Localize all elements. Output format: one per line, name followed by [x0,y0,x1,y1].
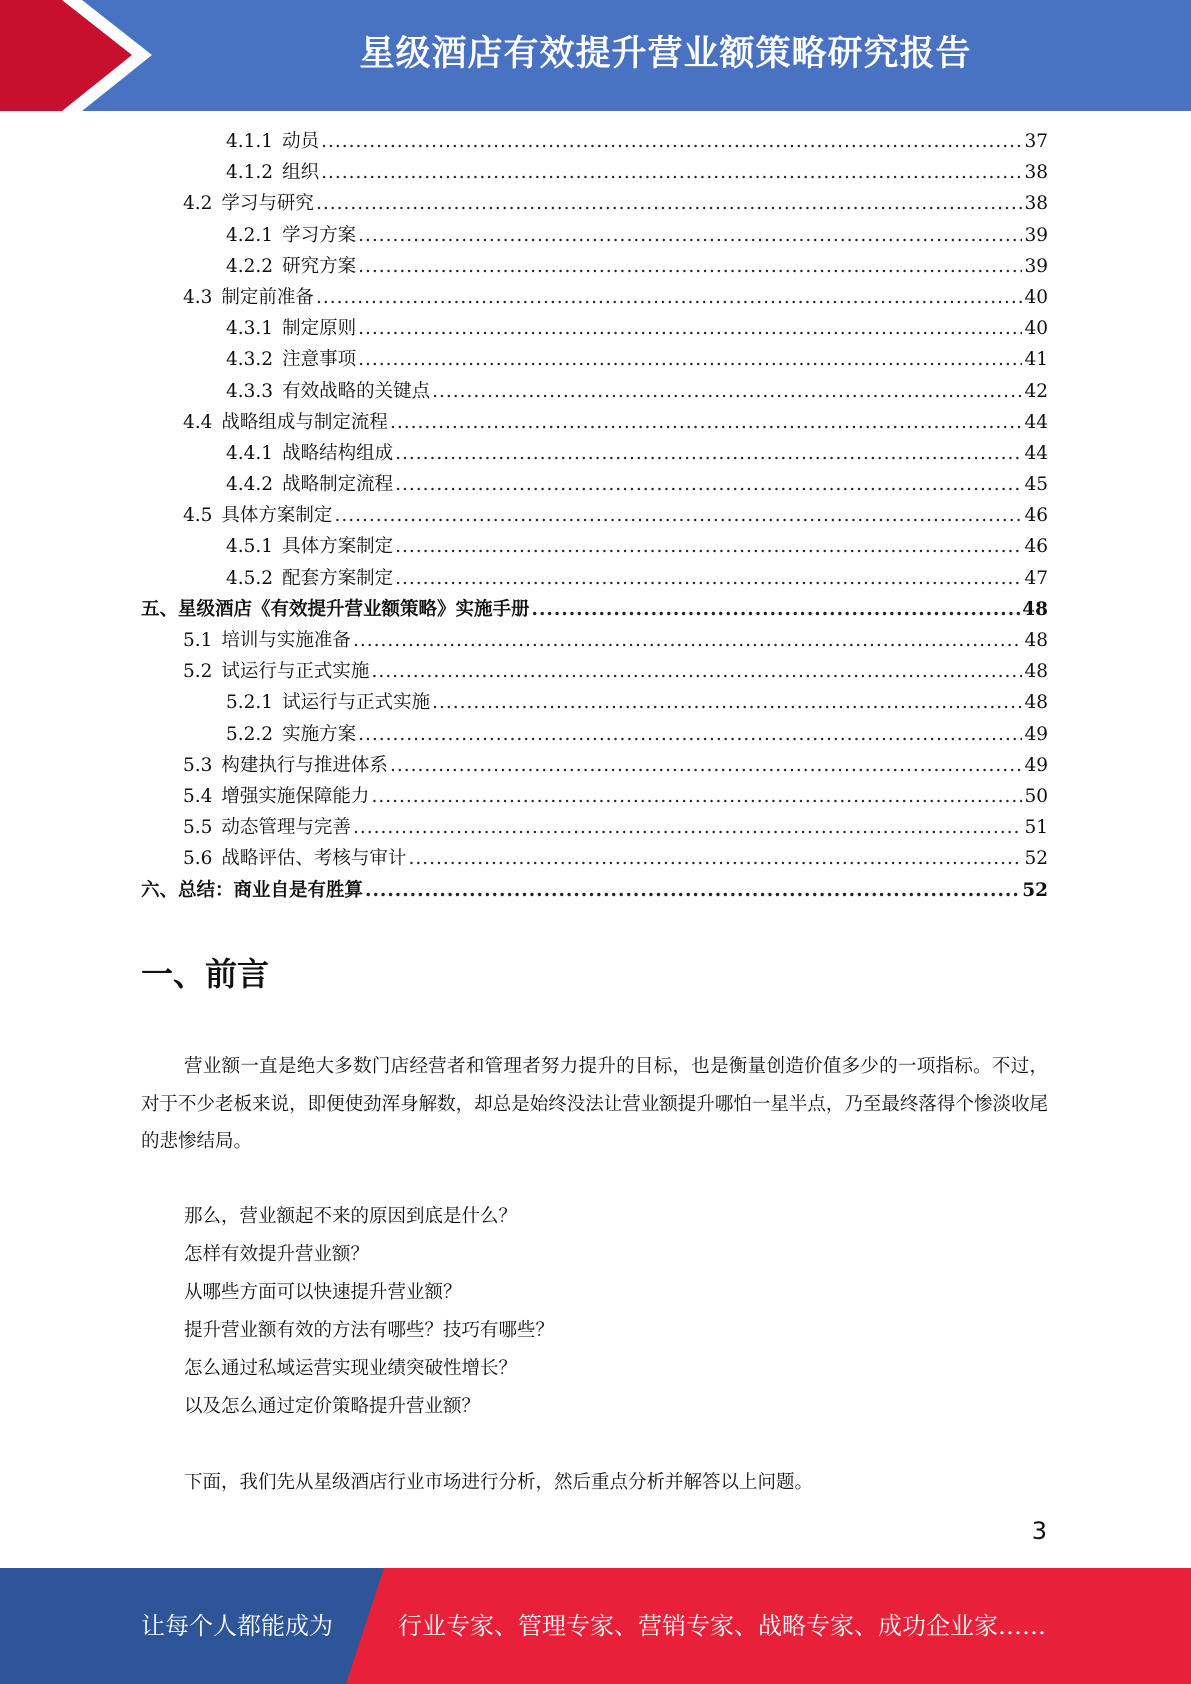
toc-entry-title: 战略制定流程 [282,474,394,496]
toc-leader-dots [371,661,1022,682]
toc-leader-dots [432,692,1022,713]
toc-entry-title: 学习与研究 [221,193,314,215]
toc-entry[interactable] [141,532,1048,563]
toc-leader-dots [390,412,1023,433]
question-item: 怎么通过私域运营实现业绩突破性增长？ [184,1358,518,1379]
toc-entry[interactable] [141,314,1048,345]
chevron-logo-icon [0,0,160,111]
toc-leader-dots [358,724,1022,745]
toc-entry[interactable] [141,439,1048,470]
toc-entry-page: 39 [1024,224,1048,246]
toc-leader-dots [532,599,1021,620]
toc-entry-number: 4.2.2 [226,255,274,277]
toc-entry-page: 38 [1024,193,1048,215]
toc-leader-dots [358,256,1022,277]
toc-entry-page: 40 [1024,318,1048,340]
toc-entry-title: 实施方案 [282,723,357,745]
toc-entry-number: 4.3 [183,286,213,308]
toc-entry-number: 5.4 [183,785,213,807]
toc-entry-title: 组织 [282,162,320,184]
toc-entry-number: 4.4.2 [226,474,274,496]
toc-entry-number: 4.5.2 [226,567,274,589]
toc-leader-dots [358,225,1022,246]
toc-entry-title: 培训与实施准备 [221,630,351,651]
toc-leader-dots [353,630,1023,651]
toc-entry-title: 动态管理与完善 [221,817,351,839]
toc-entry-page: 39 [1024,255,1048,277]
question-item: 以及怎么通过定价策略提升营业额？ [184,1396,481,1417]
toc-entry[interactable] [141,876,1048,907]
question-list [184,1198,554,1426]
toc-leader-dots [395,474,1022,495]
toc-leader-dots [371,786,1022,807]
toc-entry[interactable] [141,782,1048,813]
toc-entry-number: 5.6 [183,848,213,870]
toc-entry-number: 4.5.1 [226,536,274,558]
toc-entry[interactable] [141,158,1048,189]
toc-entry-page: 47 [1024,567,1048,589]
toc-entry-number: 4.2 [183,193,213,215]
toc-entry-number: 4.5 [183,505,213,527]
toc-entry-page: 37 [1024,131,1048,152]
toc-entry-page: 46 [1024,536,1048,558]
toc-entry-title: 构建执行与推进体系 [221,754,388,776]
toc-entry-number: 4.4.1 [226,442,274,464]
toc-leader-dots [432,381,1022,402]
toc-entry-number: 5.2.2 [226,723,274,745]
toc-entry-page: 46 [1024,505,1048,527]
toc-entry-title: 六、总结：商业自是有胜算 [141,879,364,901]
toc-entry-page: 40 [1024,286,1048,308]
toc-entry[interactable] [141,189,1048,220]
toc-entry-title: 配套方案制定 [282,567,394,589]
toc-entry-number: 4.1.1 [226,131,274,152]
question-item: 怎样有效提升营业额？ [184,1244,370,1265]
toc-entry-number: 4.4 [183,411,213,433]
question-item: 提升营业额有效的方法有哪些？技巧有哪些？ [184,1320,555,1341]
toc-entry-title: 战略评估、考核与审计 [221,848,407,870]
toc-entry-page: 48 [1024,630,1048,651]
toc-entry-number: 4.3.1 [226,318,274,340]
toc-entry-title: 具体方案制定 [221,505,333,527]
toc-entry[interactable] [141,688,1048,719]
page-footer [0,1568,1191,1684]
toc-entry-page: 49 [1024,754,1048,776]
toc-leader-dots [395,568,1022,589]
toc-entry[interactable] [141,626,1048,657]
closing-paragraph: 下面，我们先从星级酒店行业市场进行分析，然后重点分析并解答以上问题。 [184,1472,814,1493]
toc-entry-title: 试运行与正式实施 [221,661,370,683]
toc-entry[interactable] [141,283,1048,314]
footer-slogan-left: 让每个人都能成为 [141,1612,333,1640]
toc-entry-page: 44 [1024,442,1048,464]
toc-entry-page: 48 [1022,598,1048,620]
toc-leader-dots [390,755,1023,776]
toc-entry[interactable] [141,408,1048,439]
toc-entry-page: 52 [1022,879,1048,901]
toc-entry[interactable] [141,813,1048,844]
toc-entry[interactable] [141,595,1048,626]
toc-entry-page: 45 [1024,474,1048,496]
section-heading: 一、前言 [141,955,270,993]
toc-entry[interactable] [141,751,1048,782]
toc-leader-dots [365,880,1020,901]
toc-entry-number: 5.1 [183,630,213,651]
page-number: 3 [1031,1517,1047,1545]
toc-entry[interactable] [141,345,1048,376]
toc-entry[interactable] [141,470,1048,501]
toc-entry-page: 50 [1024,785,1048,807]
toc-entry-title: 动员 [282,131,320,152]
toc-entry-title: 研究方案 [282,255,357,277]
toc-leader-dots [316,287,1023,308]
report-title: 星级酒店有效提升营业额策略研究报告 [359,34,972,74]
toc-entry-page: 48 [1024,661,1048,683]
toc-leader-dots [358,349,1022,370]
toc-entry-title: 学习方案 [282,224,357,246]
toc-entry-page: 41 [1024,349,1048,371]
toc-leader-dots [321,131,1022,152]
toc-entry-title: 制定前准备 [221,286,314,308]
toc-entry-page: 51 [1024,817,1048,839]
toc-entry[interactable] [141,657,1048,688]
toc-entry-number: 4.2.1 [226,224,274,246]
toc-entry-title: 有效战略的关键点 [282,380,431,402]
toc-entry[interactable] [141,252,1048,283]
toc-entry[interactable] [141,564,1048,595]
toc-entry[interactable] [141,127,1048,158]
toc-entry-title: 战略结构组成 [282,442,394,464]
toc-entry-number: 4.3.3 [226,380,274,402]
toc-entry-number: 4.3.2 [226,349,274,371]
toc-leader-dots [395,536,1022,557]
toc-entry-page: 42 [1024,380,1048,402]
toc-leader-dots [353,817,1023,838]
toc-entry-page: 48 [1024,692,1048,714]
question-item: 那么，营业额起不来的原因到底是什么？ [184,1206,518,1227]
question-item: 从哪些方面可以快速提升营业额？ [184,1282,462,1303]
toc-leader-dots [316,193,1023,214]
intro-paragraph: 营业额一直是绝大多数门店经营者和管理者努力提升的目标，也是衡量创造价值多少的一项指标。不过，对于不少老板来说，即便使劲浑身解数，却总是始终没法让营业额提升哪怕一星半点，乃至最终落得个惨淡收尾的悲惨结局。 [141,1056,1048,1152]
toc-entry-page: 49 [1024,723,1048,745]
toc-entry-title: 增强实施保障能力 [221,785,370,807]
toc-entry-title: 注意事项 [282,349,357,371]
toc-entry-page: 52 [1024,848,1048,870]
toc-entry-title: 具体方案制定 [282,536,394,558]
toc-entry-number: 5.3 [183,754,213,776]
toc-entry-number: 5.2.1 [226,692,274,714]
toc-entry-number: 4.1.2 [226,162,274,184]
toc-entry-title: 五、星级酒店《有效提升营业额策略》实施手册 [141,598,530,620]
toc-entry[interactable] [141,844,1048,875]
toc-entry-title: 战略组成与制定流程 [221,411,388,433]
toc-entry[interactable] [141,501,1048,532]
page-header [0,0,1191,111]
footer-slogan-right: 行业专家、管理专家、营销专家、战略专家、成功企业家…… [398,1612,1046,1640]
toc-leader-dots [358,318,1022,339]
toc-entry-number: 5.2 [183,661,213,683]
toc-entry-title: 制定原则 [282,318,357,340]
toc-leader-dots [321,162,1022,183]
toc-leader-dots [334,505,1022,526]
table-of-contents [141,127,1048,907]
toc-entry[interactable] [141,221,1048,252]
toc-entry-number: 5.5 [183,817,213,839]
toc-leader-dots [395,443,1022,464]
toc-entry-page: 44 [1024,411,1048,433]
toc-entry[interactable] [141,377,1048,408]
toc-entry[interactable] [141,720,1048,751]
toc-leader-dots [408,848,1022,869]
toc-entry-page: 38 [1024,162,1048,184]
toc-entry-title: 试运行与正式实施 [282,692,431,714]
